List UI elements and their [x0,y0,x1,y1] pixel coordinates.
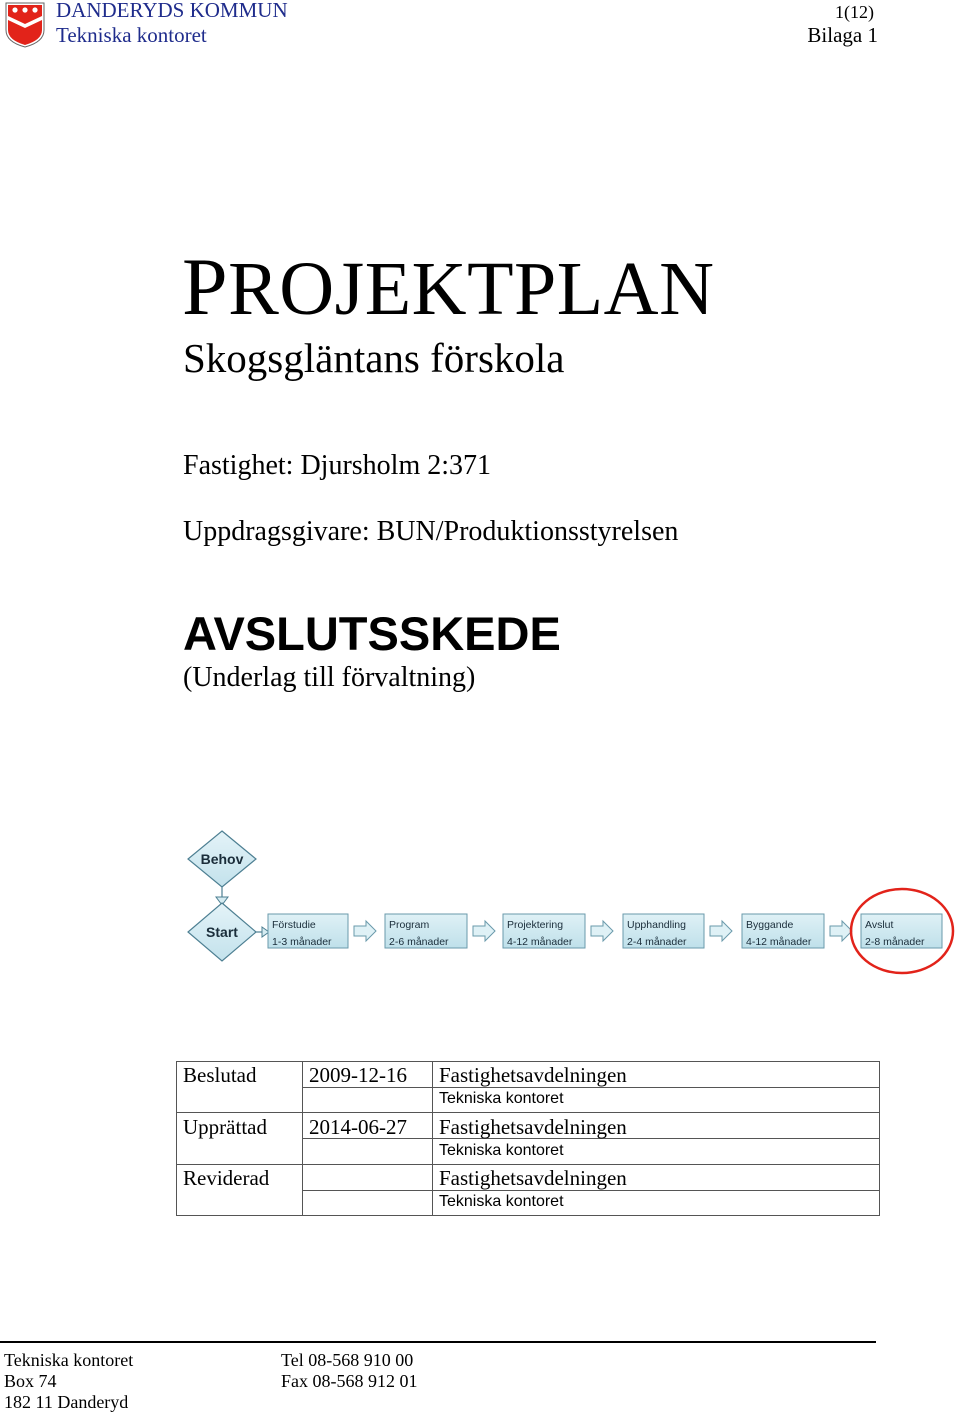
step-duration: 1-3 månader [272,936,332,948]
phase-note: (Underlag till förvaltning) [183,662,476,693]
table-divider [302,1190,880,1191]
table-row-status: Reviderad [183,1166,270,1190]
approvals-table [176,1061,880,1216]
attachment-label: Bilaga 1 [807,23,878,47]
table-row-office: Tekniska kontoret [439,1142,564,1159]
table-row-office: Tekniska kontoret [439,1193,564,1210]
municipality-logo [5,2,45,48]
step-forstudie [268,914,348,948]
step-duration: 2-8 månader [865,936,925,948]
client-line: Uppdragsgivare: BUN/Produktionsstyrelsen [183,516,679,547]
table-row-date: 2014-06-27 [309,1115,407,1139]
step-projektering [503,914,585,948]
document-title [182,241,715,332]
step-byggande [742,914,824,948]
table-row-office: Tekniska kontoret [439,1090,564,1107]
footer-box: Box 74 [4,1371,57,1391]
table-border [176,1061,880,1062]
table-row-status: Upprättad [183,1115,267,1139]
table-row-date: 2009-12-16 [309,1063,407,1087]
step-name: Upphandling [627,919,686,931]
step-duration: 4-12 månader [746,936,812,948]
start-arrow [256,927,269,937]
step-arrow [473,921,495,941]
need-label: Behov [200,851,244,867]
need-node [188,831,256,887]
step-name: Förstudie [272,919,316,931]
step-arrow [354,921,376,941]
step-name: Projektering [507,919,564,931]
organization-name: DANDERYDS KOMMUN [56,0,288,22]
table-divider [432,1061,433,1216]
footer-fax: Fax 08-568 912 01 [281,1371,418,1391]
start-label: Start [206,924,238,940]
table-row-unit: Fastighetsavdelningen [439,1115,627,1139]
table-border [176,1061,177,1216]
step-name: Byggande [746,919,794,931]
table-divider [176,1112,880,1113]
footer-postal: 182 11 Danderyd [4,1392,129,1412]
step-duration: 2-6 månader [389,936,449,948]
table-divider [176,1164,880,1165]
table-divider [302,1061,303,1216]
step-arrow [830,921,852,941]
step-avslut [861,914,942,948]
footer-phone: Tel 08-568 910 00 [281,1350,414,1370]
page-number: 1(12) [835,2,874,22]
title-rest: ROJEKTPLAN [228,247,715,331]
footer-divider [0,1341,876,1343]
footer-office: Tekniska kontoret [4,1350,134,1370]
phase-heading: AVSLUTSSKEDE [183,607,561,660]
table-border [176,1215,880,1216]
project-name: Skogsgläntans förskola [183,335,565,381]
table-divider [302,1087,880,1088]
table-row-unit: Fastighetsavdelningen [439,1166,627,1190]
table-row-status: Beslutad [183,1063,257,1087]
step-name: Program [389,919,430,931]
department-name: Tekniska kontoret [56,23,207,47]
step-duration: 4-12 månader [507,936,573,948]
table-row-unit: Fastighetsavdelningen [439,1063,627,1087]
step-arrow [710,921,732,941]
title-initial: P [182,241,229,332]
step-upphandling [623,914,704,948]
property-line: Fastighet: Djursholm 2:371 [183,450,491,481]
step-arrow [591,921,613,941]
step-program [385,914,467,948]
step-name: Avslut [865,919,894,931]
start-node [188,903,256,961]
process-flow-diagram [180,825,960,980]
step-duration: 2-4 månader [627,936,687,948]
